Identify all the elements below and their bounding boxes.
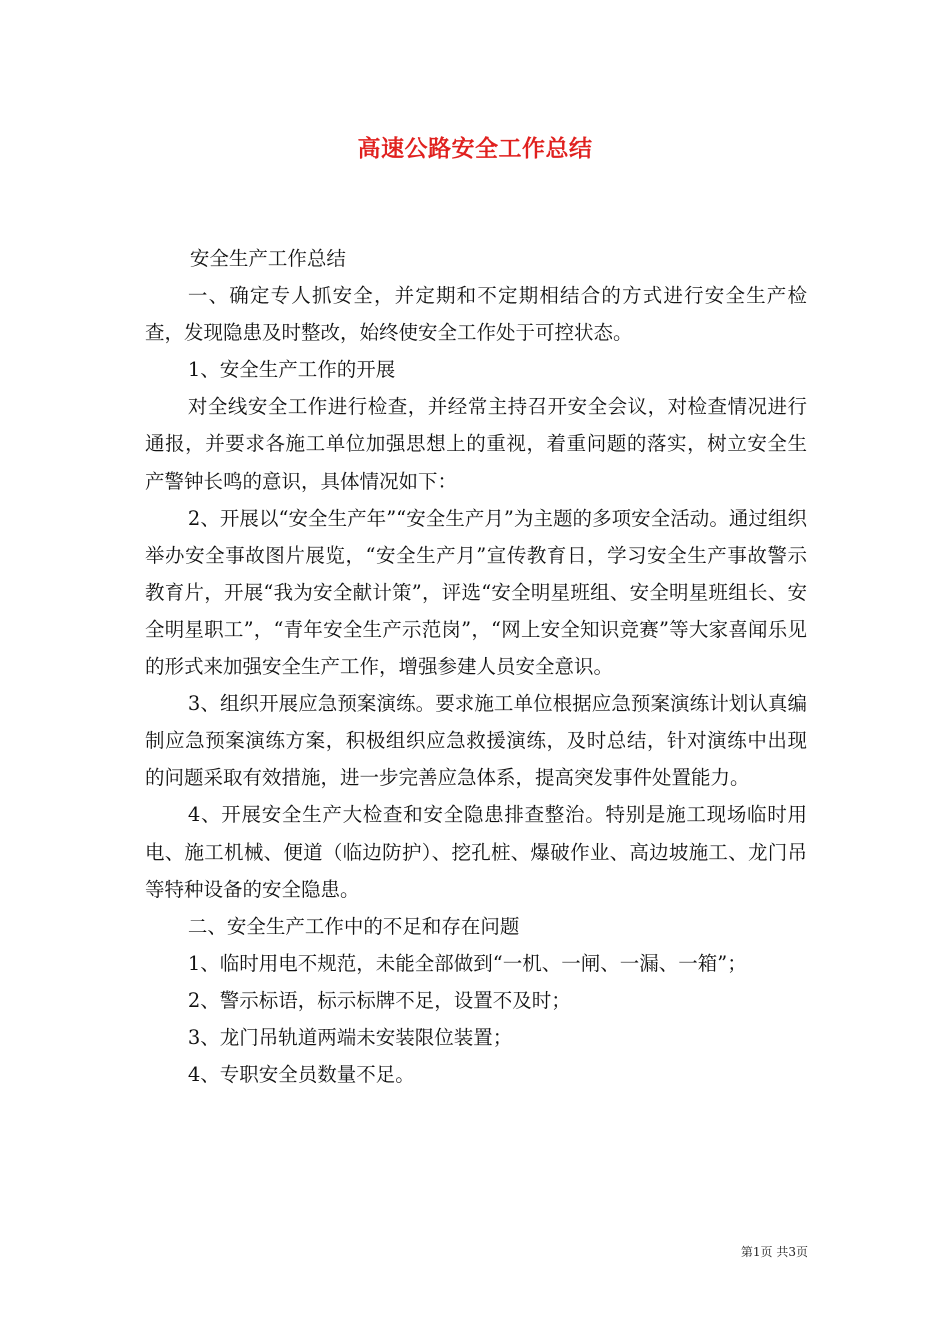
paragraph: 4、开展安全生产大检查和安全隐患排查整治。特别是施工现场临时用电、施工机械、便道（临边防护）、挖孔桩、爆破作业、高边坡施工、龙门吊等特种设备的安全隐患。 <box>145 803 807 901</box>
paragraph: 3、龙门吊轨道两端未安装限位装置； <box>187 1025 513 1049</box>
paragraph: 2、警示标语，标示标牌不足，设置不及时； <box>187 988 571 1012</box>
page-number-footer <box>700 1243 808 1261</box>
document-title: 高速公路安全工作总结 <box>357 136 593 162</box>
paragraph: 一、确定专人抓安全，并定期和不定期相结合的方式进行安全生产检查，发现隐患及时整改，始终使安全工作处于可控状态。 <box>145 284 807 345</box>
paragraph: 2、开展以“安全生产年”“安全生产月”为主题的多项安全活动。通过组织举办安全事故图片展览，“安全生产月”宣传教育日，学习安全生产事故警示教育片，开展“我为安全献计策”，评选“安全明星班组、安全明星班组长、安全明星职工”，“青年安全生产示范岗”，“网上安全知识竞赛”等大家喜闻乐见的形式来加强安全生产工作，增强参建人员安全意识。 <box>145 506 807 679</box>
current-page: 1 <box>752 1245 761 1259</box>
paragraph: 二、安全生产工作中的不足和存在问题 <box>187 914 520 938</box>
page-prefix: 第 <box>740 1245 753 1259</box>
page-middle: 页 共 <box>760 1245 789 1259</box>
paragraph: 1、安全生产工作的开展 <box>187 358 396 382</box>
paragraph: 1、临时用电不规范，未能全部做到“一机、一闸、一漏、一箱”； <box>187 951 747 975</box>
paragraph: 3、组织开展应急预案演练。要求施工单位根据应急预案演练计划认真编制应急预案演练方案，积极组织应急救援演练，及时总结，针对演练中出现的问题采取有效措施，进一步完善应急体系，提高突发事件处置能力。 <box>145 692 807 790</box>
paragraph: 4、专职安全员数量不足。 <box>187 1063 415 1087</box>
page-suffix: 页 <box>795 1245 808 1259</box>
total-pages: 3 <box>788 1245 796 1259</box>
paragraph: 对全线安全工作进行检查，并经常主持召开安全会议，对检查情况进行通报，并要求各施工单位加强思想上的重视，着重问题的落实，树立安全生产警钟长鸣的意识，具体情况如下： <box>145 395 807 493</box>
document-body <box>145 240 807 1093</box>
section-heading: 安全生产工作总结 <box>189 247 346 270</box>
